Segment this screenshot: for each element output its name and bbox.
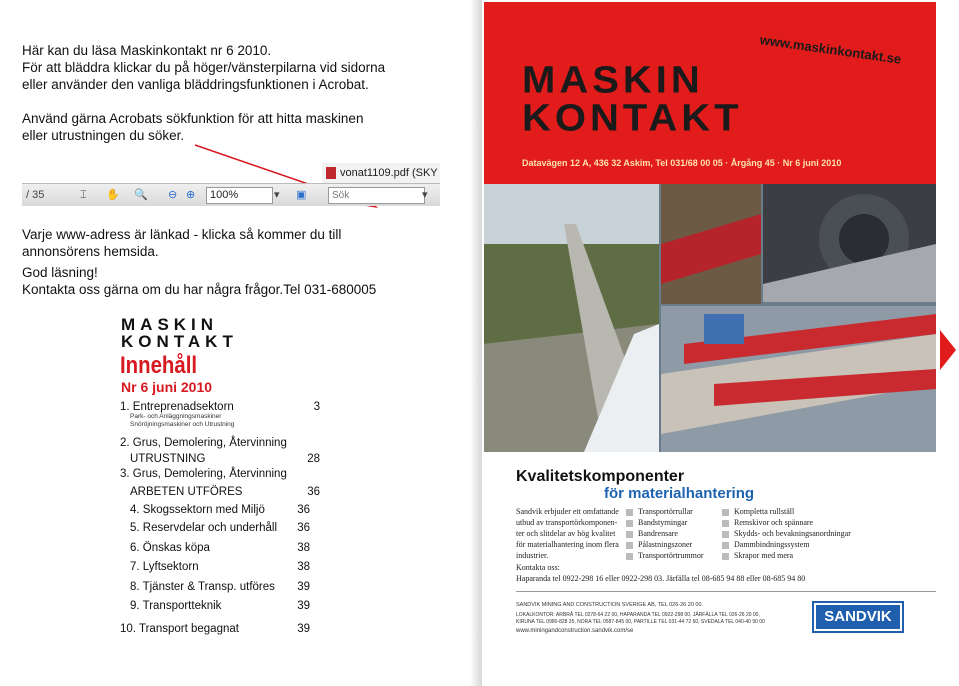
toc-item[interactable]: 10. Transport begagnat 39 (120, 623, 310, 635)
sandvik-ad (504, 460, 944, 674)
select-tool-icon[interactable]: ⌶ (80, 189, 87, 201)
intro-line-5: eller utrustningen du söker. (22, 128, 185, 143)
search-dropdown-icon[interactable]: ▾ (422, 189, 428, 201)
toc-title: Innehåll (120, 352, 198, 379)
fit-page-icon[interactable]: ▣ (296, 189, 307, 201)
ad-divider (516, 591, 936, 592)
intro-line-2: För att bläddra klickar du på höger/vänsterpilarna vid sidorna (22, 60, 386, 75)
ad-web[interactable]: www.miningandconstruction.sandvik.com/se (516, 628, 634, 634)
ad-offices-2: KIRUNA TEL 0980-828 35, NORA TEL 0587-845 00, PARTILLE TEL 031-44 72 60, SVEDALA TEL 040-40 90 00 (516, 619, 765, 625)
zoom-select[interactable]: 100% (206, 187, 273, 204)
toc-item[interactable]: 1. Entreprenadsektorn 3 (120, 401, 320, 413)
info-line-2: annonsörens hemsida. (22, 244, 159, 259)
file-tab[interactable] (322, 163, 440, 183)
toc-item[interactable]: 4. Skogssektorn med Miljö 36 (130, 504, 310, 516)
ad-offices-1: LOKALKONTOR: ARBRÅ TEL 0278-64 22 00, HAPARANDA TEL 0922-298 00, JÄRFÄLLA TEL 026-26 20 00, (516, 612, 760, 618)
toc-sub-2: Snöröjningsmaskiner och Utrustning (130, 421, 235, 428)
cover-title-2: KONTAKT (522, 97, 743, 139)
logo-line-2: KONTAKT (121, 332, 238, 351)
cover-title-1: MASKIN (522, 59, 704, 101)
info-line-1: Varje www-adress är länkad - klicka så kommer du till (22, 227, 342, 242)
pdf-icon (326, 167, 336, 179)
toc-issue: Nr 6 juni 2010 (121, 379, 213, 395)
conveyor-photos (484, 184, 936, 452)
toc-item[interactable]: ARBETEN UTFÖRES 36 (130, 486, 320, 498)
toc-item[interactable]: 2. Grus, Demolering, Återvinning (120, 437, 287, 449)
ad-contact-line: Haparanda tel 0922-298 16 eller 0922-298 03. Järfälla tel 08-685 94 88 eller 08-685 94 80 (516, 574, 806, 583)
toc-sub-1: Park- och Anläggningsmaskiner (130, 413, 222, 420)
ad-headline-2: för materialhantering (604, 485, 755, 502)
toc-item[interactable]: 8. Tjänster & Transp. utföres 39 (130, 581, 310, 593)
ad-headline-1: Kvalitetskomponenter (516, 468, 685, 485)
intro-line-3: eller använder den vanliga bläddringsfunktionen i Acrobat. (22, 77, 369, 92)
file-tab-label: vonat1109.pdf (SKY (340, 167, 438, 179)
toc-item[interactable]: 7. Lyftsektorn 38 (130, 561, 310, 573)
toc-item[interactable]: 6. Önskas köpa 38 (130, 542, 310, 554)
cover-masthead (484, 2, 936, 184)
info-line-3: God läsning! (22, 265, 98, 280)
toc-list (120, 400, 320, 640)
zoom-out-icon[interactable]: ⊖ (168, 189, 178, 201)
ad-company: SANDVIK MINING AND CONSTRUCTION SVERIGE AB, TEL 026-26 20 00. (516, 602, 704, 608)
ad-list-2: Kompletta rullställ Remskivor och spännare Skydds- och bevakningsanordningar Dammbindningssystem Skrapor med mera (722, 506, 851, 561)
search-input[interactable]: Sök (328, 187, 425, 204)
intro-line-4: Använd gärna Acrobats sökfunktion för att hitta maskinen (22, 111, 364, 126)
toc-item[interactable]: 3. Grus, Demolering, Återvinning (120, 468, 287, 480)
ad-contact-label: Kontakta oss: (516, 563, 560, 572)
next-page-arrow-icon[interactable] (940, 330, 956, 370)
cover-address: Datavägen 12 A, 436 32 Askim, Tel 031/68 00 05 · Årgång 45 · Nr 6 juni 2010 (522, 158, 842, 168)
toc-item[interactable]: 9. Transportteknik 39 (130, 600, 310, 612)
cover-url[interactable]: www.maskinkontakt.se (758, 32, 903, 67)
page-total: / 35 (26, 189, 45, 201)
cover-photo-collage (484, 184, 936, 452)
ad-list-1: Transportörrullar Bandstyrningar Bandrensare Pålastningszoner Transportörtrummor (626, 506, 703, 561)
zoom-tool-icon[interactable]: 🔍 (134, 189, 148, 201)
toc-item[interactable]: 5. Reservdelar och underhåll 36 (130, 522, 310, 534)
right-page (482, 0, 959, 686)
acrobat-toolbar (22, 163, 440, 205)
info-line-4: Kontakta oss gärna om du har några frågor.Tel 031-680005 (22, 282, 377, 297)
hand-tool-icon[interactable]: ✋ (106, 189, 120, 201)
sandvik-logo[interactable]: SANDVIK (812, 601, 904, 633)
ad-body: Sandvik erbjuder ett omfattande utbud av transportörkomponen- ter och slitdelar av hög kvalitet för materialhantering inom flera industrier. (516, 507, 619, 560)
intro-line-1: Här kan du läsa Maskinkontakt nr 6 2010. (22, 43, 272, 58)
logo-line-1: MASKIN (121, 315, 219, 334)
toolbar-bar (22, 183, 440, 206)
toc-item[interactable]: UTRUSTNING 28 (130, 453, 320, 465)
zoom-in-icon[interactable]: ⊕ (186, 189, 196, 201)
zoom-dropdown-icon[interactable]: ▾ (274, 189, 280, 201)
